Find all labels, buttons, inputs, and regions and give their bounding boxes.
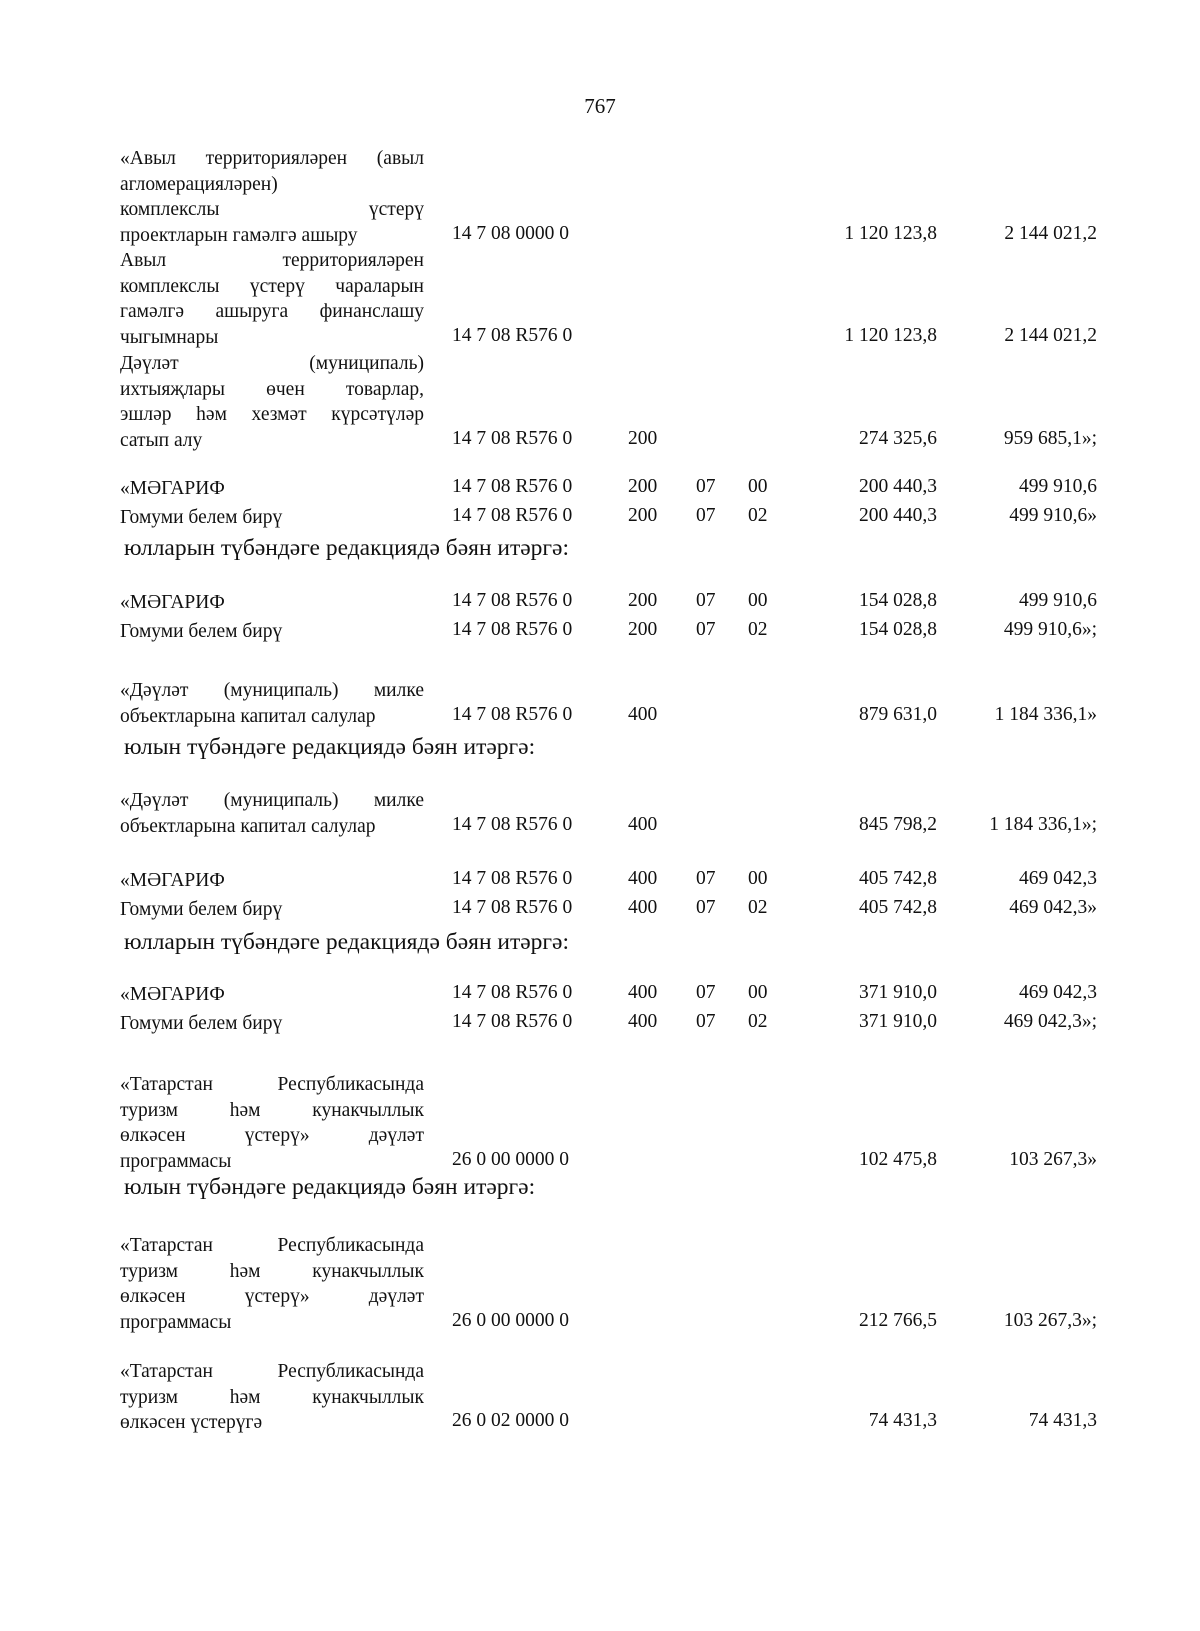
row-code: 14 7 08 R576 0 xyxy=(452,897,573,918)
row-name xyxy=(120,788,424,839)
row-section: 07 xyxy=(696,476,716,497)
row-name xyxy=(120,982,424,1008)
row-value-2022: 499 910,6 xyxy=(1019,590,1097,611)
row-name xyxy=(120,351,424,453)
row-name-line: «МӘГАРИФ xyxy=(120,592,225,613)
row-value-2022: 2 144 021,2 xyxy=(1004,324,1097,346)
row-name-line: Гомуми белем бирү xyxy=(120,507,283,528)
row-name-line: «МӘГАРИФ xyxy=(120,984,225,1005)
row-name xyxy=(120,146,424,248)
row-code: 14 7 08 R576 0 xyxy=(452,1011,573,1032)
row-name xyxy=(120,505,424,531)
row-name-line: өлкәсен үстерүгә xyxy=(120,1412,263,1433)
row-name xyxy=(120,1359,424,1436)
row-name-line: «Авыл территорияләрен (авыл xyxy=(120,148,424,169)
row-code: 14 7 08 R576 0 xyxy=(452,619,573,640)
row-subsection: 02 xyxy=(748,897,768,918)
edit-instruction: юлларын түбәндәге редакциядә бәян итәргә: xyxy=(124,929,570,955)
row-name xyxy=(120,1072,424,1174)
row-name xyxy=(120,619,424,645)
row-value-2022: 499 910,6» xyxy=(1009,505,1097,526)
row-value-2022: 2 144 021,2 xyxy=(1004,222,1097,244)
row-name-line: ихтыяҗлары өчен товарлар, xyxy=(120,378,424,400)
row-value-2022: 1 184 336,1»; xyxy=(989,813,1097,835)
row-value-2022: 469 042,3 xyxy=(1019,868,1097,889)
row-value-2021: 371 910,0 xyxy=(859,982,937,1003)
row-name-line: сатып алу xyxy=(120,429,203,451)
row-name-line: эшләр һәм хезмәт күрсәтүләр xyxy=(120,404,424,425)
row-name-line: «Татарстан Республикасында xyxy=(120,1074,424,1095)
row-name-line: «МӘГАРИФ xyxy=(120,478,225,499)
row-name-line: комплекслы үстерү чараларын xyxy=(120,275,424,297)
row-section: 07 xyxy=(696,982,716,1003)
row-name xyxy=(120,248,424,350)
row-expense-type: 400 xyxy=(628,897,658,918)
row-name-line: программасы xyxy=(120,1311,232,1333)
row-expense-type: 200 xyxy=(628,427,658,449)
row-code: 14 7 08 R576 0 xyxy=(452,868,573,889)
row-name xyxy=(120,1011,424,1037)
row-value-2021: 1 120 123,8 xyxy=(844,324,937,346)
row-code: 26 0 00 0000 0 xyxy=(452,1148,569,1170)
row-value-2021: 371 910,0 xyxy=(859,1011,937,1032)
row-name-line: проектларын гамәлгә ашыру xyxy=(120,224,358,246)
row-name-line: объектларына капитал салулар xyxy=(120,705,376,727)
row-name-line: туризм һәм кунакчыллык xyxy=(120,1099,424,1121)
row-value-2021: 200 440,3 xyxy=(859,505,937,526)
row-expense-type: 400 xyxy=(628,813,658,835)
row-name-line: «Татарстан Республикасында xyxy=(120,1235,424,1256)
row-expense-type: 200 xyxy=(628,476,658,497)
row-code: 14 7 08 R576 0 xyxy=(452,476,573,497)
row-name-line: Гомуми белем бирү xyxy=(120,621,283,642)
row-code: 14 7 08 R576 0 xyxy=(452,813,573,835)
row-value-2022: 1 184 336,1» xyxy=(994,703,1097,725)
row-name-line: «МӘГАРИФ xyxy=(120,870,225,891)
row-value-2021: 405 742,8 xyxy=(859,868,937,889)
row-expense-type: 400 xyxy=(628,982,658,1003)
row-value-2021: 1 120 123,8 xyxy=(844,222,937,244)
row-value-2021: 845 798,2 xyxy=(859,813,937,835)
row-name xyxy=(120,590,424,616)
page-number: 767 xyxy=(584,94,616,118)
row-value-2022: 499 910,6»; xyxy=(1003,619,1097,640)
row-subsection: 00 xyxy=(748,590,768,611)
row-code: 14 7 08 R576 0 xyxy=(452,427,573,449)
row-name-line: «Дәүләт (муниципаль) милке xyxy=(120,790,424,811)
row-code: 14 7 08 R576 0 xyxy=(452,982,573,1003)
row-name xyxy=(120,868,424,894)
row-name-line: Гомуми белем бирү xyxy=(120,899,283,920)
row-value-2021: 200 440,3 xyxy=(859,476,937,497)
row-subsection: 02 xyxy=(748,619,768,640)
row-subsection: 02 xyxy=(748,1011,768,1032)
row-name-line: туризм һәм кунакчыллык xyxy=(120,1386,424,1408)
row-section: 07 xyxy=(696,590,716,611)
row-section: 07 xyxy=(696,505,716,526)
row-code: 14 7 08 0000 0 xyxy=(452,222,569,244)
row-code: 14 7 08 R576 0 xyxy=(452,703,573,725)
row-name-line: чыгымнары xyxy=(120,326,219,348)
row-section: 07 xyxy=(696,868,716,889)
row-value-2022: 499 910,6 xyxy=(1019,476,1097,497)
row-value-2021: 154 028,8 xyxy=(859,619,937,640)
row-expense-type: 200 xyxy=(628,505,658,526)
row-expense-type: 400 xyxy=(628,1011,658,1032)
row-section: 07 xyxy=(696,1011,716,1032)
row-value-2022: 959 685,1»; xyxy=(1003,427,1097,449)
row-name xyxy=(120,678,424,729)
row-name-line: комплекслы үстерү xyxy=(120,199,424,220)
row-value-2021: 274 325,6 xyxy=(859,427,937,449)
row-name xyxy=(120,897,424,923)
row-value-2021: 74 431,3 xyxy=(868,1410,937,1431)
row-value-2021: 212 766,5 xyxy=(859,1309,937,1331)
row-name-line: программасы xyxy=(120,1150,232,1172)
row-expense-type: 400 xyxy=(628,703,658,725)
row-name-line: «Дәүләт (муниципаль) милке xyxy=(120,680,424,701)
row-name xyxy=(120,476,424,502)
row-name-line: гамәлгә ашыруга финанслашу xyxy=(120,301,424,322)
row-name-line: өлкәсен үстерү» дәүләт xyxy=(120,1125,424,1146)
row-value-2022: 469 042,3 xyxy=(1019,982,1097,1003)
row-name-line: туризм һәм кунакчыллык xyxy=(120,1260,424,1282)
row-value-2022: 103 267,3»; xyxy=(1003,1309,1097,1331)
row-name-line: Авыл территорияләрен xyxy=(120,250,424,271)
row-name-line: объектларына капитал салулар xyxy=(120,815,376,837)
row-value-2022: 469 042,3»; xyxy=(1003,1011,1097,1032)
edit-instruction: юлын түбәндәге редакциядә бәян итәргә: xyxy=(124,734,536,760)
row-section: 07 xyxy=(696,897,716,918)
row-value-2021: 102 475,8 xyxy=(859,1148,937,1170)
edit-instruction: юлларын түбәндәге редакциядә бәян итәргә: xyxy=(124,535,570,561)
row-subsection: 00 xyxy=(748,868,768,889)
row-value-2021: 879 631,0 xyxy=(859,703,937,725)
row-value-2022: 103 267,3» xyxy=(1009,1148,1097,1170)
row-name-line: «Татарстан Республикасында xyxy=(120,1361,424,1382)
row-expense-type: 200 xyxy=(628,590,658,611)
row-value-2022: 469 042,3» xyxy=(1009,897,1097,918)
edit-instruction: юлын түбәндәге редакциядә бәян итәргә: xyxy=(124,1174,536,1200)
row-expense-type: 200 xyxy=(628,619,658,640)
row-value-2021: 154 028,8 xyxy=(859,590,937,611)
row-expense-type: 400 xyxy=(628,868,658,889)
row-section: 07 xyxy=(696,619,716,640)
row-name-line: Дәүләт (муниципаль) xyxy=(120,353,424,374)
row-name-line: өлкәсен үстерү» дәүләт xyxy=(120,1286,424,1307)
row-value-2022: 74 431,3 xyxy=(1028,1410,1097,1431)
row-code: 26 0 02 0000 0 xyxy=(452,1410,569,1431)
row-name-line: агломерацияләрен) xyxy=(120,173,278,195)
row-name-line: Гомуми белем бирү xyxy=(120,1013,283,1034)
row-subsection: 00 xyxy=(748,982,768,1003)
row-subsection: 02 xyxy=(748,505,768,526)
row-code: 14 7 08 R576 0 xyxy=(452,505,573,526)
row-code: 14 7 08 R576 0 xyxy=(452,324,573,346)
row-value-2021: 405 742,8 xyxy=(859,897,937,918)
row-code: 14 7 08 R576 0 xyxy=(452,590,573,611)
row-name xyxy=(120,1233,424,1335)
row-subsection: 00 xyxy=(748,476,768,497)
row-code: 26 0 00 0000 0 xyxy=(452,1309,569,1331)
